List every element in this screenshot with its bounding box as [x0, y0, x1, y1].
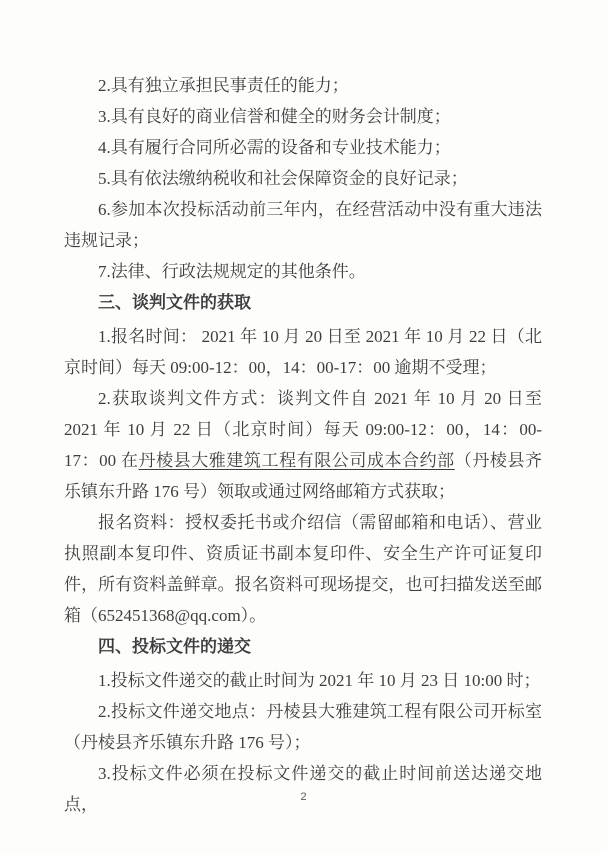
clause-registration-time — [64, 321, 542, 383]
section-heading-3-document-acquisition — [64, 287, 542, 318]
text-segment: 2.投标文件递交地点：丹棱县大雅建筑工程有限公司开标室（丹棱县齐乐镇东升路 176 号）； — [64, 702, 542, 752]
text-segment: 1.报名时间： 2021 年 10 月 20 日至 2021 年 10 月 22 日（北京时间）每天 09:00-12：00，14：00-17：00 逾期不受理； — [64, 327, 542, 377]
page-number: 2 — [300, 791, 307, 803]
text-segment: 2.获取谈判文件方式：谈判文件自 2021 年 10 月 20 日至 2021 年 10 月 22 日（北京时间）每天 09:00-12：00，14：00-17：00 在 — [64, 389, 542, 470]
text-segment: （丹棱县齐乐镇东升路 176 号）领取或通过网络邮箱方式获取； — [64, 451, 543, 501]
clause-equipment-capability — [64, 132, 542, 163]
section-heading-4-bid-submission — [64, 631, 542, 662]
clause-document-acquisition-method — [64, 383, 542, 507]
text-segment: 1.投标文件递交的截止时间为 2021 年 10 月 23 日 10:00 时； — [98, 671, 541, 690]
text-segment: 5.具有依法缴纳税收和社会保障资金的良好记录； — [98, 169, 468, 188]
text-segment: 4.具有履行合同所必需的设备和专业技术能力； — [98, 138, 451, 157]
clause-tax-record — [64, 163, 542, 194]
clause-other-conditions — [64, 256, 542, 287]
clause-civil-liability — [64, 70, 542, 101]
clause-submission-deadline — [64, 665, 542, 696]
text-segment: 四、投标文件的递交 — [98, 637, 251, 656]
underlined-company-name: 丹棱县大雅建筑工程有限公司成本合约部 — [138, 451, 455, 470]
clause-submission-location — [64, 696, 542, 758]
clause-no-violation-record — [64, 194, 542, 256]
text-segment: 2.具有独立承担民事责任的能力； — [98, 76, 349, 95]
clause-registration-materials — [64, 507, 542, 631]
clause-business-reputation — [64, 101, 542, 132]
text-segment: 三、谈判文件的获取 — [98, 293, 251, 312]
text-segment: 报名资料：授权委托书或介绍信（需留邮箱和电话）、营业执照副本复印件、资质证书副本复印件、安全生产许可证复印件，所有资料盖鲜章。报名资料可现场提交，也可扫描发送至邮箱（652451368@qq.com）。 — [64, 513, 542, 625]
clause-submission-requirement — [64, 758, 542, 820]
document-body — [64, 70, 542, 820]
text-segment: 7.法律、行政法规规定的其他条件。 — [98, 262, 366, 281]
text-segment: 3.投标文件必须在投标文件递交的截止时间前送达递交地点， — [64, 764, 542, 814]
text-segment: 3.具有良好的商业信誉和健全的财务会计制度； — [98, 107, 451, 126]
text-segment: 6.参加本次投标活动前三年内，在经营活动中没有重大违法违规记录； — [64, 200, 542, 250]
